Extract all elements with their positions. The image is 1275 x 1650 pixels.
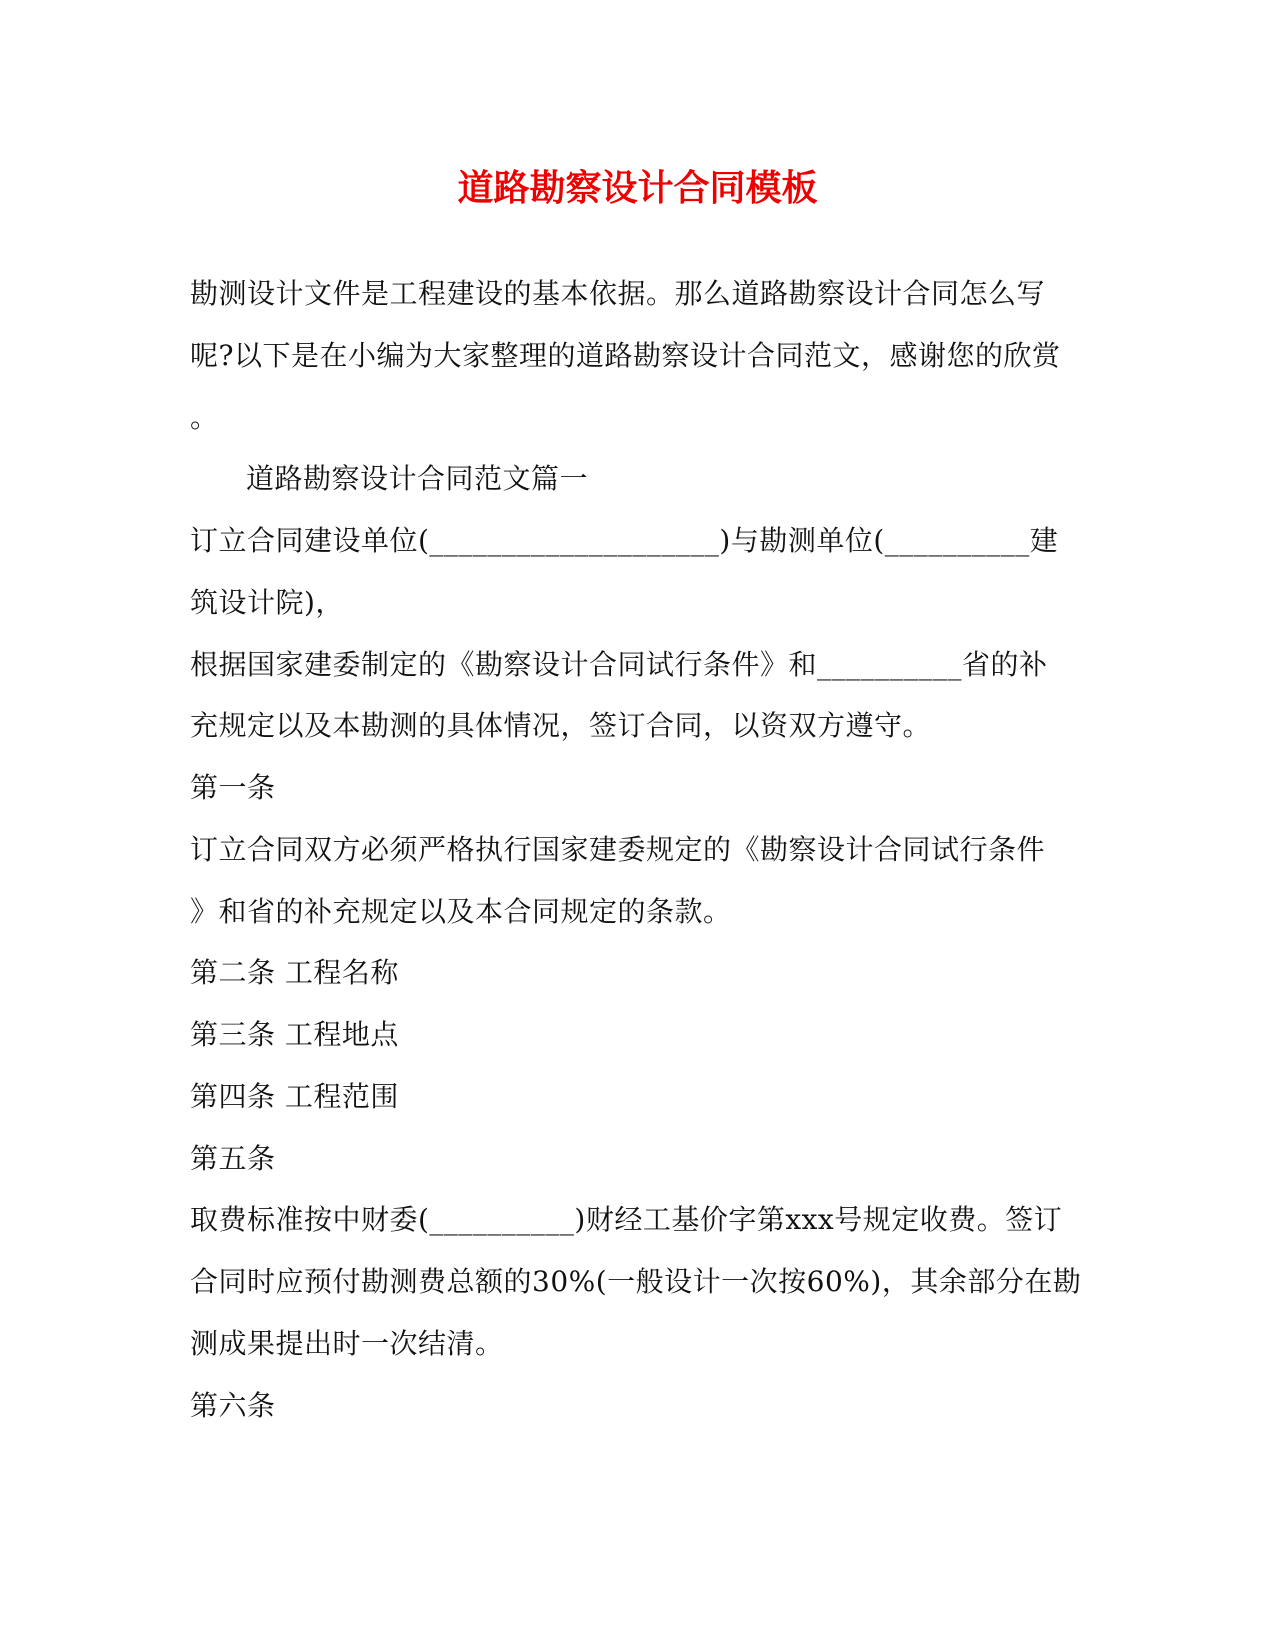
paragraph-line: 呢?以下是在小编为大家整理的道路勘察设计合同范文，感谢您的欣赏 [190, 339, 1061, 372]
article-heading: 第五条 [190, 1142, 276, 1175]
paragraph-line: 筑设计院)， [190, 586, 344, 619]
paragraph-line: 取费标准按中财委(__________)财经工基价字第xxx号规定收费。签订 [190, 1203, 1063, 1236]
paragraph-line: 测成果提出时一次结清。 [190, 1327, 504, 1360]
paragraph-line: 。 [190, 401, 219, 434]
paragraph-line: 订立合同建设单位(____________________)与勘测单位(__________建 [190, 524, 1059, 557]
article-heading: 第一条 [190, 771, 276, 804]
section-heading: 道路勘察设计合同范文篇一 [246, 462, 589, 495]
paragraph-line: 订立合同双方必须严格执行国家建委规定的《勘察设计合同试行条件 [190, 833, 1046, 866]
paragraph-line: 根据国家建委制定的《勘察设计合同试行条件》和__________省的补 [190, 648, 1048, 681]
paragraph-line: 充规定以及本勘测的具体情况，签订合同，以资双方遵守。 [190, 709, 932, 742]
document-title: 道路勘察设计合同模板 [457, 167, 818, 209]
article-heading: 第四条 工程范围 [190, 1080, 399, 1113]
paragraph-line: 合同时应预付勘测费总额的30%(一般设计一次按60%)，其余部分在勘 [190, 1265, 1082, 1298]
article-heading: 第二条 工程名称 [190, 956, 399, 989]
paragraph-line: 勘测设计文件是工程建设的基本依据。那么道路勘察设计合同怎么写 [190, 277, 1046, 310]
article-heading: 第三条 工程地点 [190, 1018, 399, 1051]
article-heading: 第六条 [190, 1389, 276, 1422]
paragraph-line: 》和省的补充规定以及本合同规定的条款。 [190, 895, 732, 928]
